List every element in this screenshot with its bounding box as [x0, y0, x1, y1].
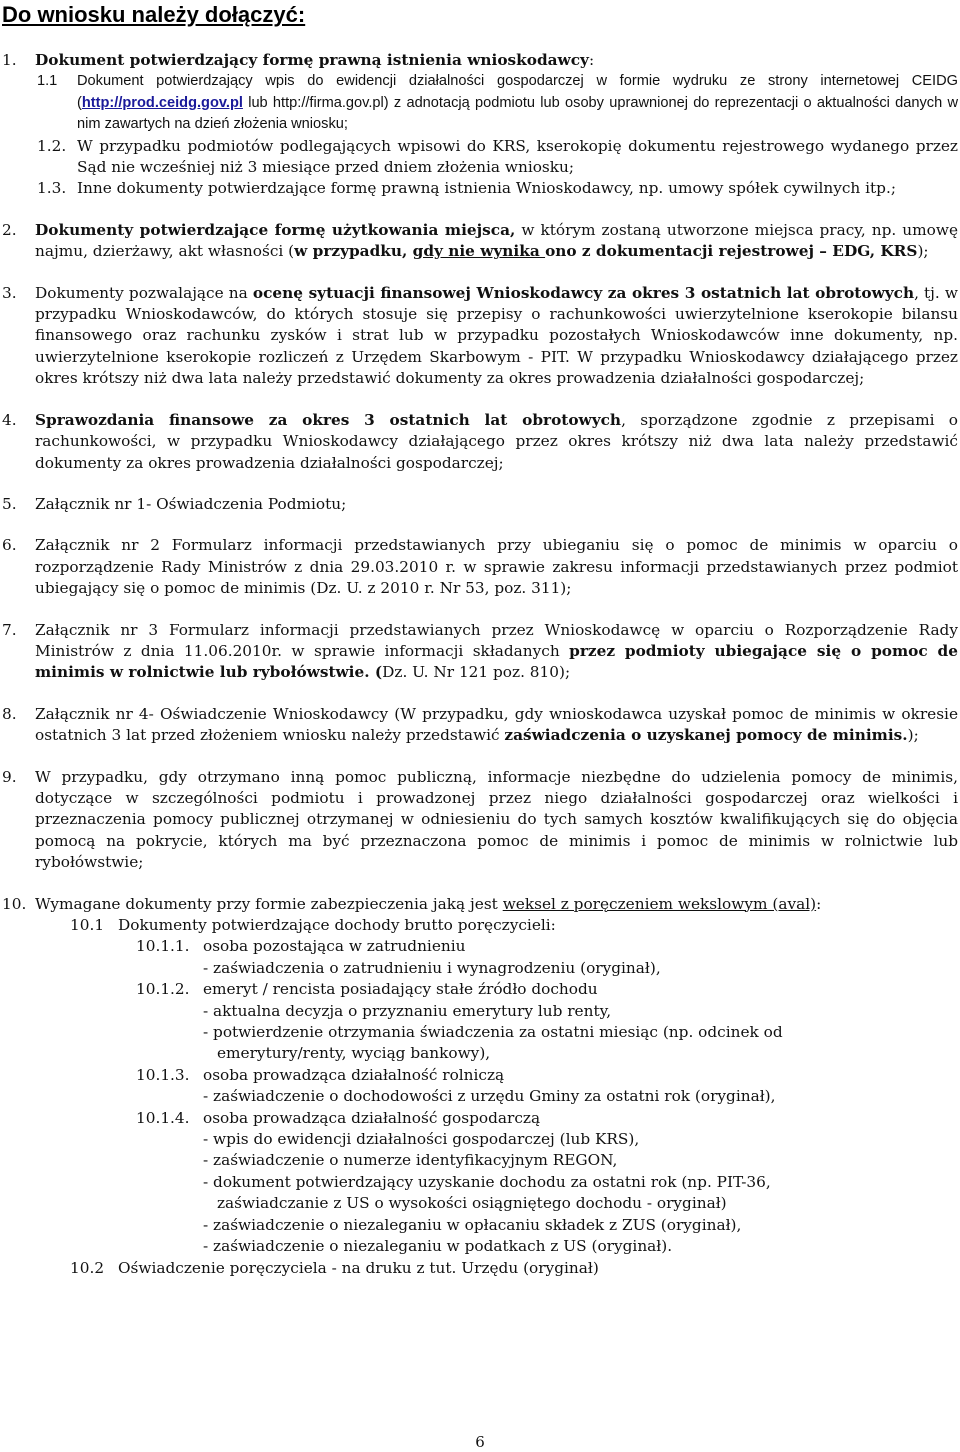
- item-number: 2.: [2, 220, 17, 239]
- item-text: Załącznik nr 4- Oświadczenie Wnioskodawcy (W przypadku, gdy wnioskodawca uzyskał pomoc de minimis w okresie ostatnich 3 lat przed złożeniem wniosku należy przedstawić: [35, 704, 958, 745]
- requirement-line-cont: emerytury/renty, wyciąg bankowy),: [217, 1044, 491, 1063]
- attachments-list: [0, 50, 960, 1279]
- subitem-number: 10.1: [70, 916, 105, 934]
- subitem-text: osoba pozostająca w zatrudnieniu: [203, 937, 466, 956]
- item-bold-3: ono z dokumentacji rejestrowej – EDG, KRS: [545, 242, 918, 261]
- list-subitem-10-1-1: [0, 936, 960, 957]
- requirement-line: - potwierdzenie otrzymania świadczenia za ostatni miesiąc (np. odcinek od: [203, 1023, 783, 1042]
- item-number: 1.: [2, 51, 17, 69]
- item-number: 10.: [2, 894, 27, 913]
- subitem-text: Dokument potwierdzający wpis do ewidencji działalności gospodarczej w formie wydruku ze strony internetowej CEIDG (: [77, 73, 958, 111]
- item-colon: :: [588, 51, 595, 69]
- requirement-line: - zaświadczenie o dochodowości z urzędu Gminy za ostatni rok (oryginał),: [203, 1087, 776, 1106]
- item-text: Załącznik nr 1- Oświadczenia Podmiotu;: [35, 494, 347, 513]
- item-bold: Sprawozdania finansowe za okres 3 ostatnich lat obrotowych: [35, 410, 622, 429]
- list-subitem-1-3: [0, 178, 960, 199]
- list-item-4: [0, 410, 960, 474]
- ceidg-link[interactable]: http://prod.ceidg.gov.pl: [81, 94, 243, 111]
- subitem-number: 1.2.: [37, 136, 67, 155]
- subitem-text: Inne dokumenty potwierdzające formę prawną istnienia Wnioskodawcy, np. umowy spółek cywilnych itp.;: [77, 179, 896, 198]
- subitem-text: emeryt / rencista posiadający stałe źródło dochodu: [203, 980, 598, 999]
- item-title: Dokument potwierdzający formę prawną istnienia wnioskodawcy: [35, 51, 589, 69]
- item-text: W przypadku, gdy otrzymano inną pomoc publiczną, informacje niezbędne do udzielenia pomocy de minimis, dotyczące w szczególności podmiotu i prowadzonej przez niego działalności gospodarczej oraz wielkości i przeznaczenia pomocy publicznej otrzymanej w odniesieniu do tych samych kosztów kwalifikujących się do objęcia pomocą na pokrycie, których ma być przeznaczona pomoc de minimis i pomoc de minimis w rolnictwie lub rybołówstwie;: [35, 767, 958, 872]
- list-item-2: [0, 220, 960, 263]
- list-item-7: [0, 620, 960, 684]
- item-text: w którym zostaną utworzone miejsca pracy, np. umowę najmu, dzierżawy, akt własności (: [35, 220, 958, 261]
- item-text: , sporządzone zgodnie z przepisami o rachunkowości, w przypadku Wnioskodawcy działającego przez okres krótszy niż dwa lata należy przedstawić dokumenty za okres prowadzenia działalności gospodarczej;: [35, 410, 958, 472]
- list-item-3: [0, 283, 960, 390]
- item-end: );: [917, 242, 929, 261]
- list-item-8: [0, 704, 960, 747]
- item-bold-2: w przypadku,: [294, 242, 413, 261]
- page-heading: Do wniosku należy dołączyć:: [2, 2, 306, 27]
- subitem-number: 10.2: [70, 1258, 105, 1277]
- list-subitem-10-1-2: [0, 979, 960, 1000]
- subitem-number: 10.1.4.: [136, 1108, 190, 1127]
- item-text: Wymagane dokumenty przy formie zabezpieczenia jaką jest: [35, 894, 503, 913]
- item-text-cont: );: [907, 726, 919, 745]
- list-item-6: [0, 535, 960, 599]
- item-number: 8.: [2, 704, 17, 723]
- subitem-number: 10.1.2.: [136, 980, 190, 999]
- list-subitem-10-1-3: [0, 1065, 960, 1086]
- item-number: 5.: [2, 494, 17, 513]
- item-underlined: weksel z poręczeniem wekslowym (aval): [502, 894, 817, 913]
- item-bold: ocenę sytuacji finansowej Wnioskodawcy za okres 3 ostatnich lat obrotowych: [252, 283, 915, 302]
- subitem-number: 1.3.: [37, 179, 67, 198]
- requirement-line: - zaświadczenie o niezaleganiu w opłacaniu składek z ZUS (oryginał),: [203, 1215, 742, 1234]
- requirement-line: - dokument potwierdzający uzyskanie dochodu za ostatni rok (np. PIT-36,: [203, 1172, 771, 1191]
- list-item-10: [0, 894, 960, 915]
- requirement-line: - wpis do ewidencji działalności gospodarczej (lub KRS),: [203, 1130, 640, 1149]
- page-number: 6: [475, 1433, 485, 1451]
- subitem-text: Dokumenty potwierdzające dochody brutto poręczycieli:: [118, 916, 556, 934]
- item-bold: zaświadczenia o uzyskanej pomocy de minimis.: [504, 726, 908, 745]
- item-text-cont: :: [816, 894, 822, 913]
- requirement-line: - zaświadczenie o numerze identyfikacyjnym REGON,: [203, 1151, 618, 1170]
- list-subitem-10-2: [0, 1258, 960, 1279]
- requirement-line: - aktualna decyzja o przyznaniu emerytury lub renty,: [203, 1001, 612, 1020]
- requirement-line: - zaświadczenia o zatrudnieniu i wynagrodzeniu (oryginał),: [203, 958, 661, 977]
- item-bold: Dokumenty potwierdzające formę użytkowania miejsca,: [35, 220, 516, 239]
- list-subitem-10-1-4: [0, 1108, 960, 1129]
- item-text-cont: Dz. U. Nr 121 poz. 810);: [382, 663, 571, 682]
- subitem-text-cont: lub http://firma.gov.pl) z adnotacją podmiotu lub osoby uprawnionej do reprezentacji o aktualności danych w nim zawartych na dzień złożenia wniosku;: [77, 94, 958, 133]
- item-number: 3.: [2, 283, 17, 302]
- item-number: 7.: [2, 620, 17, 639]
- list-subitem-1-2: [0, 136, 960, 179]
- item-text-cont: , tj. w przypadku Wnioskodawców, do których stosuje się przepisy o rachunkowości uwierzytelnione kserokopie bilansu finansowego oraz rachunku zysków i strat lub w przypadku pozostałych Wnioskodawców inne dokumenty, np. uwierzytelnione kserokopie rozliczeń z Urzędem Skarbowym - PIT. W przypadku Wnioskodawcy działającego przez okres krótszy niż dwa lata należy przedstawić dokumenty za okres prowadzenia działalności gospodarczej;: [35, 283, 958, 388]
- subitem-number: 10.1.3.: [136, 1065, 190, 1084]
- list-subitem-1-1: [0, 71, 960, 135]
- item-number: 4.: [2, 410, 17, 429]
- subitem-text: osoba prowadząca działalność rolniczą: [203, 1065, 505, 1084]
- item-bold-underlined: gdy nie wynika: [412, 242, 546, 261]
- item-number: 6.: [2, 536, 17, 555]
- requirement-line: - zaświadczenie o niezaleganiu w podatkach z US (oryginał).: [203, 1237, 673, 1256]
- list-item-1: [0, 50, 960, 71]
- subitem-number: 1.1: [37, 73, 58, 90]
- subitem-text: W przypadku podmiotów podlegających wpisowi do KRS, kserokopię dokumentu rejestrowego wydanego przez Sąd nie wcześniej niż 3 miesiące przed dniem złożenia wniosku;: [77, 136, 958, 177]
- item-text: Załącznik nr 2 Formularz informacji przedstawianych przy ubieganiu się o pomoc de minimis w oparciu o rozporządzenie Rady Ministrów z dnia 29.03.2010 r. w sprawie zakresu informacji przedstawianych przez podmiot ubiegający się o pomoc de minimis (Dz. U. z 2010 r. Nr 53, poz. 311);: [35, 536, 958, 598]
- item-text: Dokumenty pozwalające na: [35, 283, 253, 302]
- list-subitem-10-1: [0, 915, 960, 936]
- list-item-9: [0, 767, 960, 874]
- subitem-text: osoba prowadząca działalność gospodarczą: [203, 1108, 541, 1127]
- item-bold: przez podmioty ubiegające się o pomoc de minimis w rolnictwie lub rybołówstwie. (: [35, 641, 958, 682]
- item-number: 9.: [2, 767, 17, 786]
- subitem-number: 10.1.1.: [136, 937, 190, 956]
- requirement-line-cont: zaświadczanie z US o wysokości osiągniętego dochodu - oryginał): [217, 1194, 727, 1213]
- subitem-text: Oświadczenie poręczyciela - na druku z tut. Urzędu (oryginał): [118, 1258, 599, 1277]
- item-text: Załącznik nr 3 Formularz informacji przedstawianych przez Wnioskodawcę w oparciu o Rozporządzenie Rady Ministrów z dnia 11.06.2010r. w sprawie informacji składanych: [35, 620, 958, 660]
- list-item-5: [0, 494, 960, 515]
